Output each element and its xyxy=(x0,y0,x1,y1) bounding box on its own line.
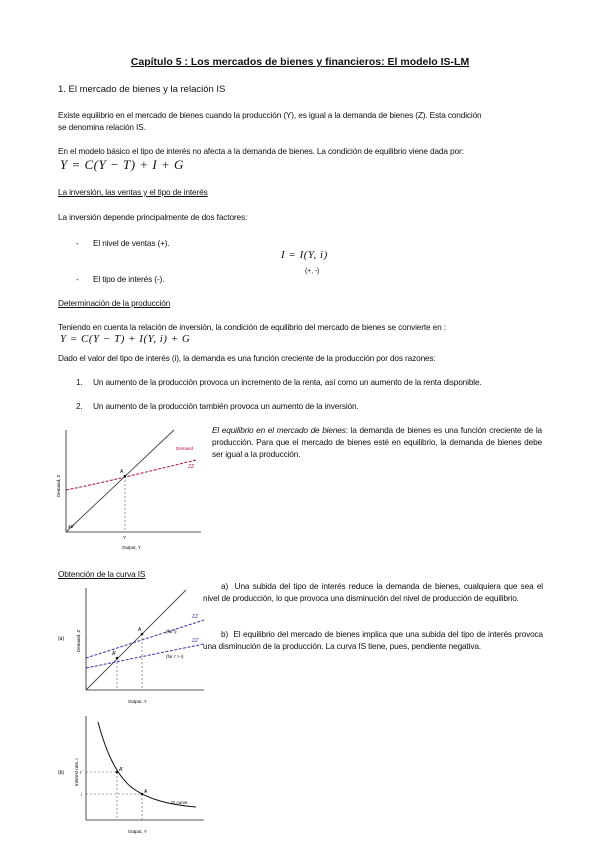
point-a-prime-label: A' xyxy=(119,767,124,773)
list-item-tipo-interes: El tipo de interés (-). xyxy=(93,274,165,284)
panel-a-label: (a) xyxy=(58,636,65,642)
y-axis-label: Demand, Z xyxy=(56,474,61,497)
paragraph-determinacion: Teniendo en cuenta la relación de inversión, la condición de equilibrio del mercado de bienes se convierte en : xyxy=(58,322,446,332)
paragraph-demanda-creciente: Dado el valor del tipo de interés (i), la demanda es una función creciente de la producción por dos razones: xyxy=(58,353,436,363)
section-heading-is: 1. El mercado de bienes y la relación IS xyxy=(58,84,226,95)
zz-prime-label: ZZ' xyxy=(192,638,200,644)
subheading-obtencion-is: Obtención de la curva IS xyxy=(58,569,146,579)
for-i-prime-label: (for i' > i) xyxy=(166,654,184,659)
equilibrio-lead: El equilibrio en el mercado de bienes xyxy=(212,425,346,435)
paragraph-equilibrio-line2: se denomina relación IS. xyxy=(58,122,146,132)
for-i-label: (for i) xyxy=(166,629,177,634)
paragraph-inversion-factores: La inversión depende principalmente de dos factores: xyxy=(58,212,248,222)
is-curve-label: IS curve xyxy=(171,800,188,805)
paragraph-equilibrio-mercado xyxy=(212,424,542,460)
list-item-renta: Un aumento de la producción provoca un incremento de la renta, así como un aumento de la renta disponible. xyxy=(93,377,482,387)
i-tick: i xyxy=(81,792,82,797)
point-a-label: A xyxy=(120,469,124,475)
point-a-prime xyxy=(116,771,119,774)
subheading-determinacion: Determinación de la producción xyxy=(58,298,171,308)
paragraph-a xyxy=(203,580,543,604)
zz-curve xyxy=(66,460,196,490)
page-title: Capítulo 5 : Los mercados de bienes y financieros: El modelo IS-LM xyxy=(130,56,470,68)
equilibrium-point xyxy=(124,475,127,478)
point-a xyxy=(141,633,144,636)
paragraph-modelo-basico: En el modelo básico el tipo de interés no afecta a la demanda de bienes. La condición de equilibrio viene dada por: xyxy=(58,146,464,156)
zz-shifted-curve xyxy=(86,644,204,668)
paragraph-a-text: Una subida del tipo de interés reduce la demanda de bienes, cualquiera que sea el nivel de producción, lo que provoca una disminución del nivel de producción de equilibrio. xyxy=(203,581,543,603)
equilibrio-rest: : la demanda de bienes es una función creciente de la producción. Para que el mercado de bienes esté en equilibrio, la demanda de bienes debe ser igual a la producción. xyxy=(212,425,542,459)
x-axis-label: Output, Y xyxy=(128,699,147,704)
zz-label: ZZ xyxy=(188,464,195,470)
angle-label: 45° xyxy=(68,524,75,529)
point-a xyxy=(141,793,144,796)
list-number-2: 2. xyxy=(76,401,83,411)
line-45-degree xyxy=(66,430,174,532)
i-prime-tick: i' xyxy=(80,770,82,775)
list-item-inversion: Un aumento de la producción también provoca un aumento de la inversión. xyxy=(93,401,359,411)
list-bullet: - xyxy=(76,274,79,284)
panel-b-label: (b) xyxy=(58,770,65,776)
equation-is-basic: Y = C(Y − T) + I + G xyxy=(60,157,184,172)
figure-is-panel-a xyxy=(56,584,206,706)
figure-is-panel-b xyxy=(56,712,206,836)
y-tick-label: Y xyxy=(123,535,127,540)
line-45-degree xyxy=(86,590,186,690)
zz-curve xyxy=(86,620,204,658)
point-a-prime xyxy=(116,657,119,660)
paragraph-b-label: b) xyxy=(221,629,229,639)
x-axis-label: Output, Y xyxy=(128,829,147,834)
equation-is-inversion: Y = C(Y − T) + I(Y, i) + G xyxy=(60,333,191,345)
paragraph-b xyxy=(203,628,543,652)
point-a-label: A xyxy=(144,789,148,795)
paragraph-b-text: El equilibrio del mercado de bienes implica que una subida del tipo de interés provoca una disminución de la producción. La curva IS tiene, pues, pendiente negativa. xyxy=(203,629,543,651)
equation-inversion: I = I(Y, i) xyxy=(281,249,328,261)
point-a-prime-label: A' xyxy=(112,651,117,657)
figure-goods-market xyxy=(56,422,206,557)
point-a-label: A xyxy=(138,627,142,633)
y-axis-label: Interest rate, i xyxy=(74,758,79,786)
paragraph-a-label: a) xyxy=(221,581,229,591)
demand-label: Demand xyxy=(176,446,194,451)
subheading-inversion: La inversión, las ventas y el tipo de interés xyxy=(58,187,208,197)
list-number-1: 1. xyxy=(76,377,83,387)
y-axis-label: Demand, Z xyxy=(76,629,81,652)
x-axis-label: Output, Y xyxy=(122,545,141,550)
equation-inversion-signs: (+, -) xyxy=(305,268,320,275)
list-item-ventas: El nivel de ventas (+). xyxy=(93,238,170,248)
zz-label: ZZ xyxy=(192,614,199,620)
list-bullet: - xyxy=(76,238,79,248)
paragraph-equilibrio-line1: Existe equilibrio en el mercado de bienes cuando la producción (Y), es igual a la demanda de bienes (Z). Esta condición xyxy=(58,110,482,120)
